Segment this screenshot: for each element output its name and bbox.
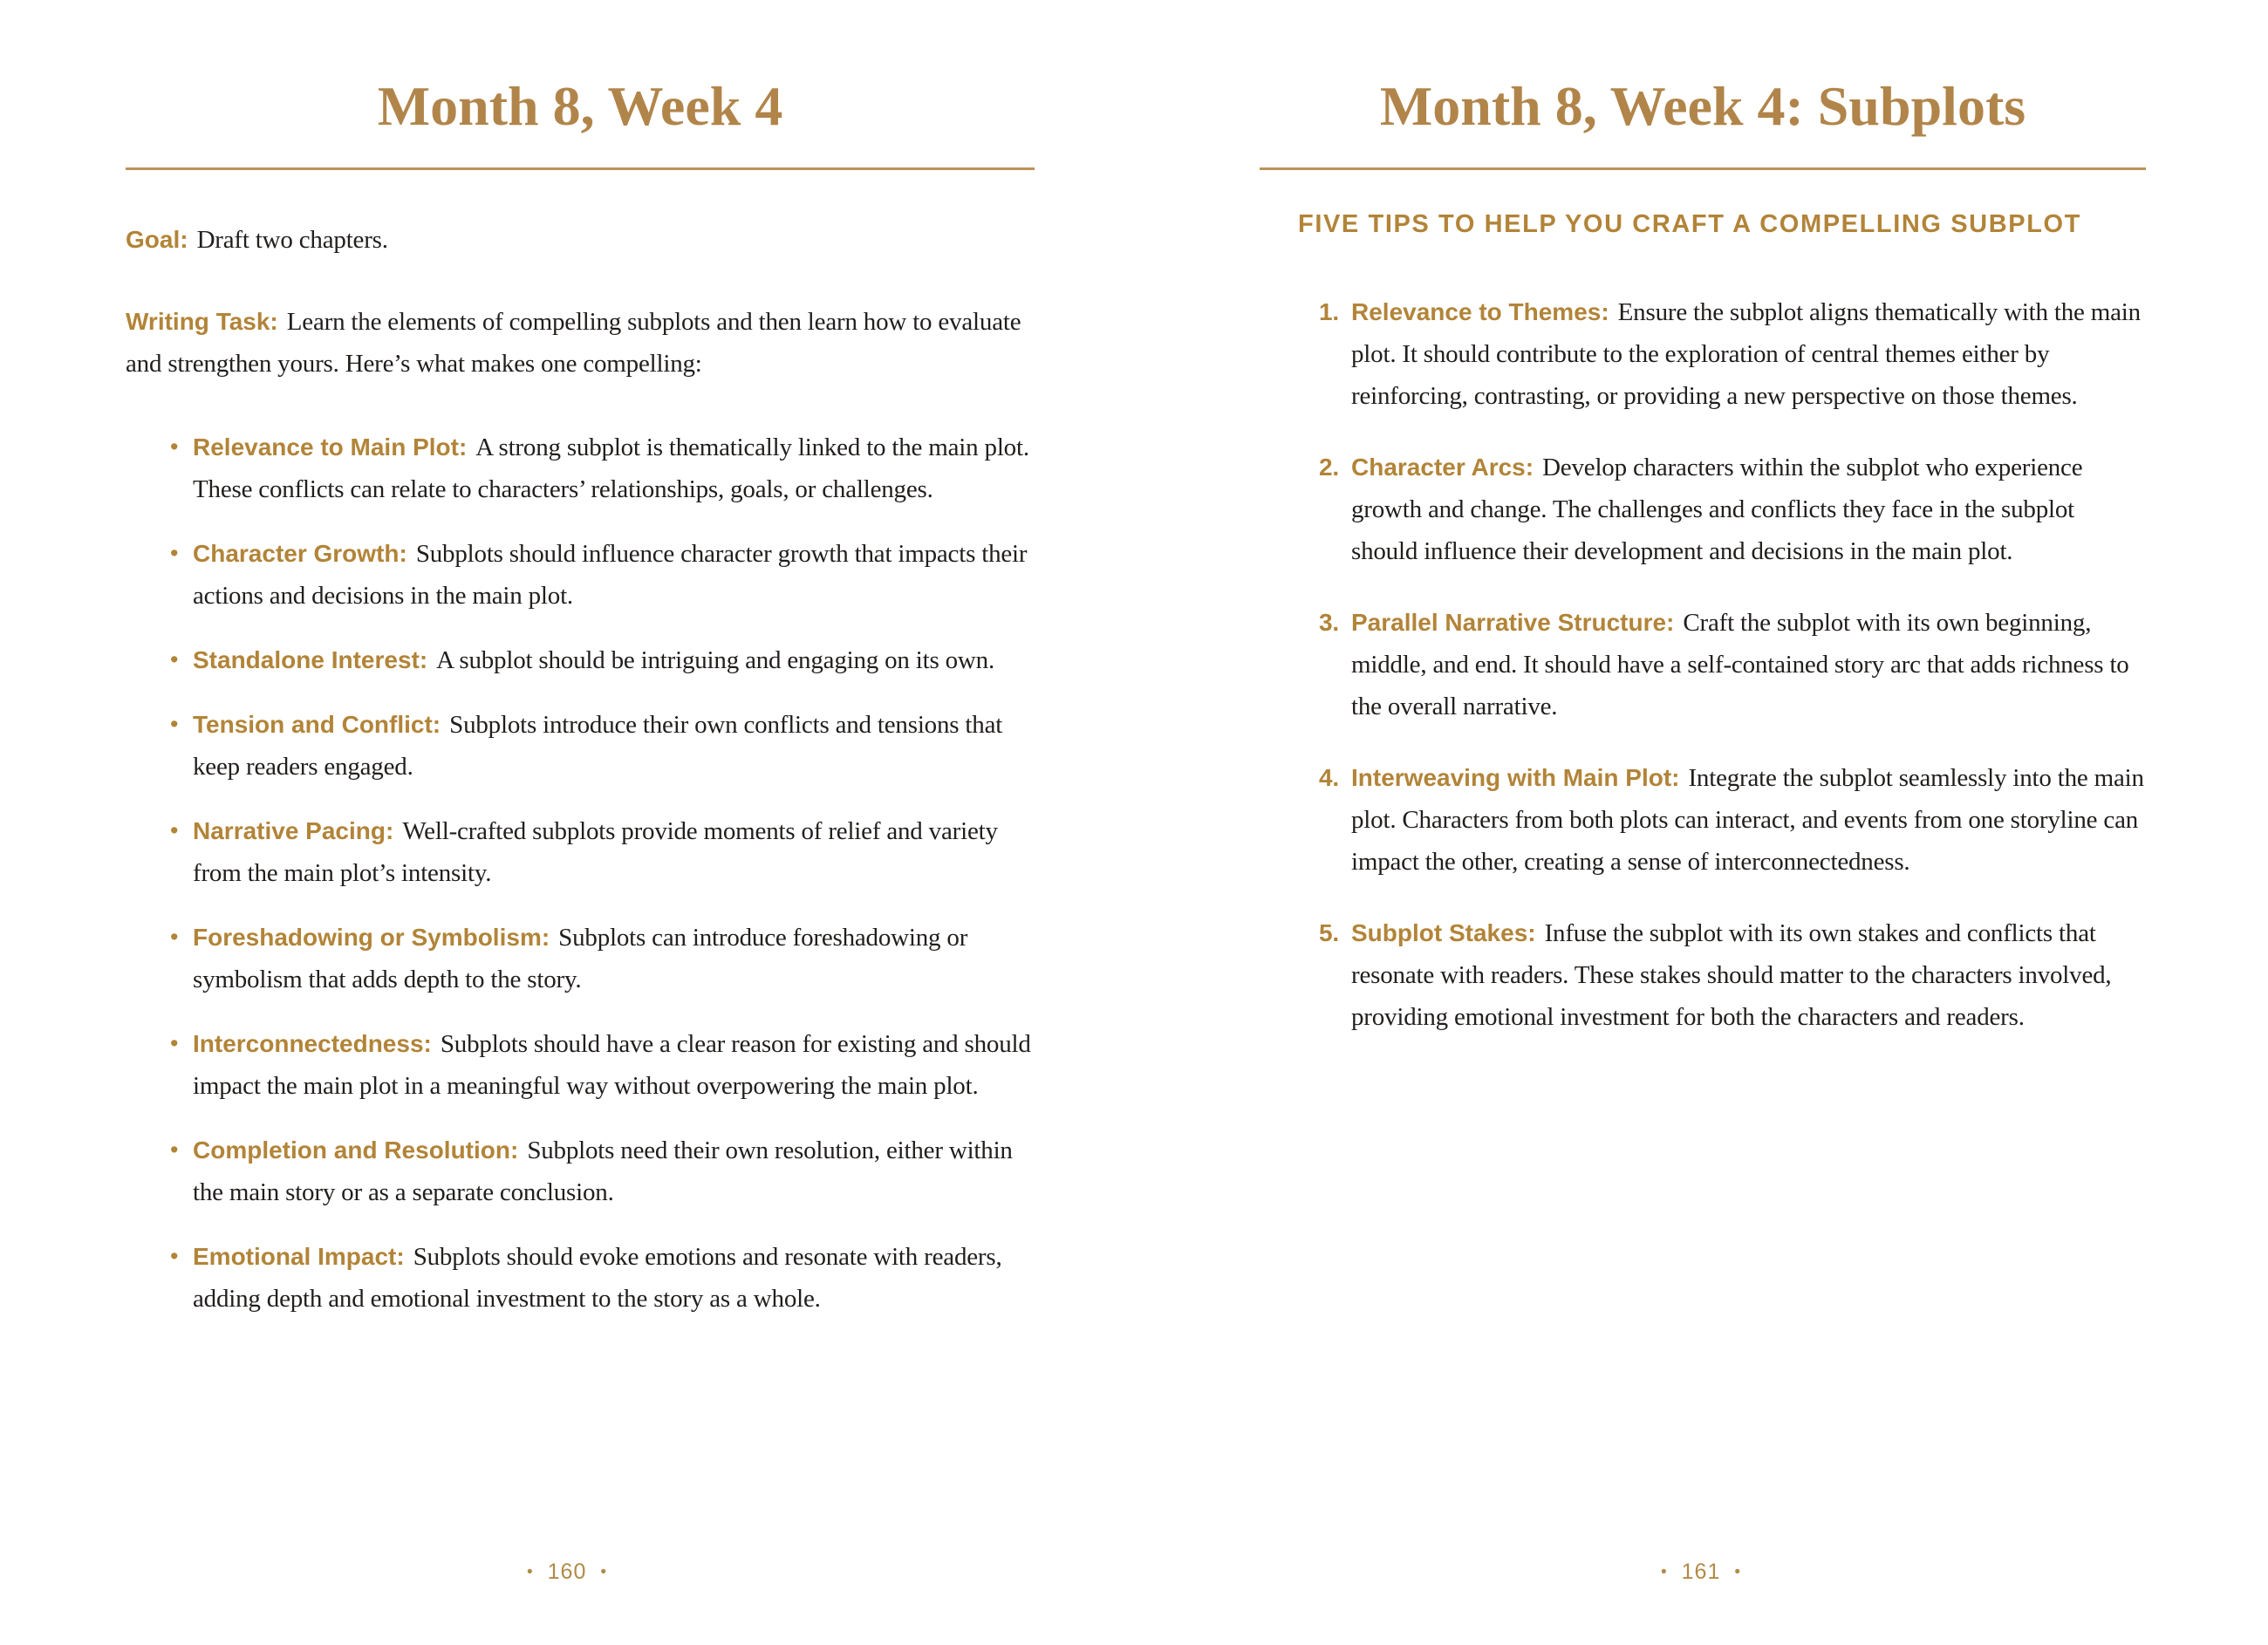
list-item bbox=[1319, 602, 2146, 727]
five-tips-list bbox=[1260, 291, 2146, 1038]
list-item bbox=[1319, 757, 2146, 883]
page-number-dot-icon: • bbox=[1734, 1563, 1742, 1581]
tip-label: Parallel Narrative Structure: bbox=[1351, 608, 1675, 636]
bullet-text: Well-crafted subplots provide moments of relief and variety from the main plot’s intensity. bbox=[193, 816, 998, 887]
bullet-icon: • bbox=[170, 710, 179, 737]
list-item bbox=[1319, 447, 2146, 572]
bullet-label: Character Growth: bbox=[193, 539, 407, 567]
tip-text: Ensure the subplot aligns thematically with the main plot. It should contribute to the exploration of central themes either by reinforcing, contrasting, or providing a new perspective on those themes. bbox=[1351, 297, 2141, 410]
title-divider bbox=[1260, 167, 2146, 170]
bullet-icon: • bbox=[170, 816, 179, 843]
bullet-text: Subplots can introduce foreshadowing or symbolism that adds depth to the story. bbox=[193, 923, 968, 993]
tip-label: Character Arcs: bbox=[1351, 453, 1534, 481]
right-page bbox=[1134, 0, 2268, 1645]
bullet-label: Completion and Resolution: bbox=[193, 1136, 519, 1164]
subplot-elements-list bbox=[126, 427, 1035, 1320]
page-number-dot-icon: • bbox=[1660, 1563, 1668, 1581]
tip-text: Develop characters within the subplot who experience growth and change. The challenges and conflicts they face in the subplot should influence their development and decisions in the main plot. bbox=[1351, 453, 2083, 565]
bullet-icon: • bbox=[170, 433, 179, 460]
bullet-text: Subplots should influence character growth that impacts their actions and decisions in the main plot. bbox=[193, 539, 1028, 610]
tip-number: 3. bbox=[1319, 608, 1339, 636]
tip-label: Relevance to Themes: bbox=[1351, 297, 1609, 325]
page-number bbox=[1134, 1560, 2268, 1585]
bullet-icon: • bbox=[170, 923, 179, 950]
tip-label: Interweaving with Main Plot: bbox=[1351, 763, 1680, 791]
bullet-text: A subplot should be intriguing and engaging on its own. bbox=[436, 645, 995, 674]
list-item bbox=[1319, 912, 2146, 1038]
writing-task-text: Learn the elements of compelling subplots and then learn how to evaluate and strengthen yours. Here’s what makes one compelling: bbox=[126, 307, 1021, 378]
bullet-icon: • bbox=[170, 1136, 179, 1163]
tip-number: 5. bbox=[1319, 918, 1339, 946]
bullet-text: Subplots need their own resolution, either within the main story or as a separate conclusion. bbox=[193, 1136, 1013, 1206]
bullet-label: Relevance to Main Plot: bbox=[193, 433, 468, 461]
page-number-dot-icon: • bbox=[526, 1563, 534, 1581]
bullet-icon: • bbox=[170, 645, 179, 672]
bullet-label: Tension and Conflict: bbox=[193, 710, 441, 738]
bullet-text: A strong subplot is thematically linked to the main plot. These conflicts can relate to characters’ relationships, goals, or challenges. bbox=[193, 433, 1029, 503]
bullet-text: Subplots introduce their own conflicts and tensions that keep readers engaged. bbox=[193, 710, 1003, 781]
title-divider bbox=[126, 167, 1035, 170]
bullet-icon: • bbox=[170, 539, 179, 566]
left-page-content bbox=[126, 0, 1035, 1320]
bullet-text: Subplots should evoke emotions and resonate with readers, adding depth and emotional investment to the story as a whole. bbox=[193, 1242, 1002, 1313]
bullet-label: Emotional Impact: bbox=[193, 1242, 405, 1270]
bullet-text: Subplots should have a clear reason for existing and should impact the main plot in a meaningful way without overpowering the main plot. bbox=[193, 1029, 1031, 1100]
page-number-value: 160 bbox=[547, 1560, 587, 1584]
bullet-label: Interconnectedness: bbox=[193, 1029, 432, 1057]
list-item bbox=[170, 1023, 1035, 1107]
tip-text: Craft the subplot with its own beginning, middle, and end. It should have a self-contained story arc that adds richness to the overall narrative. bbox=[1351, 608, 2129, 720]
tip-text: Integrate the subplot seamlessly into the main plot. Characters from both plots can interact, and events from one storyline can impact the other, creating a sense of interconnectedness. bbox=[1351, 763, 2144, 876]
list-item bbox=[170, 1236, 1035, 1320]
list-item bbox=[170, 810, 1035, 894]
bullet-icon: • bbox=[170, 1242, 179, 1269]
writing-task-label: Writing Task: bbox=[126, 307, 278, 335]
goal-label: Goal: bbox=[126, 225, 188, 253]
goal-text: Draft two chapters. bbox=[196, 225, 388, 254]
section-heading: FIVE TIPS TO HELP YOU CRAFT A COMPELLING SUBPLOT bbox=[1298, 209, 2081, 238]
bullet-label: Standalone Interest: bbox=[193, 645, 428, 673]
bullet-icon: • bbox=[170, 1029, 179, 1056]
page-number-value: 161 bbox=[1681, 1560, 1721, 1584]
page-number-dot-icon: • bbox=[600, 1563, 608, 1581]
list-item bbox=[1319, 291, 2146, 417]
bullet-label: Foreshadowing or Symbolism: bbox=[193, 923, 550, 951]
list-item bbox=[170, 639, 1035, 681]
tip-number: 4. bbox=[1319, 763, 1339, 791]
goal-row bbox=[126, 219, 1035, 261]
tip-label: Subplot Stakes: bbox=[1351, 918, 1536, 946]
list-item bbox=[170, 533, 1035, 617]
list-item bbox=[170, 427, 1035, 510]
list-item bbox=[170, 1130, 1035, 1213]
bullet-label: Narrative Pacing: bbox=[193, 816, 394, 844]
tip-number: 2. bbox=[1319, 453, 1339, 481]
page-title: Month 8, Week 4 bbox=[377, 75, 783, 137]
writing-task-row bbox=[126, 301, 1035, 385]
tip-number: 1. bbox=[1319, 297, 1339, 325]
page-number bbox=[0, 1560, 1134, 1585]
list-item bbox=[170, 704, 1035, 788]
tip-text: Infuse the subplot with its own stakes and conflicts that resonate with readers. These stakes should matter to the characters involved, providing emotional investment for both the characters and readers. bbox=[1351, 918, 2112, 1031]
right-page-content bbox=[1260, 0, 2146, 1038]
page-title: Month 8, Week 4: Subplots bbox=[1379, 75, 2026, 137]
list-item bbox=[170, 917, 1035, 1000]
